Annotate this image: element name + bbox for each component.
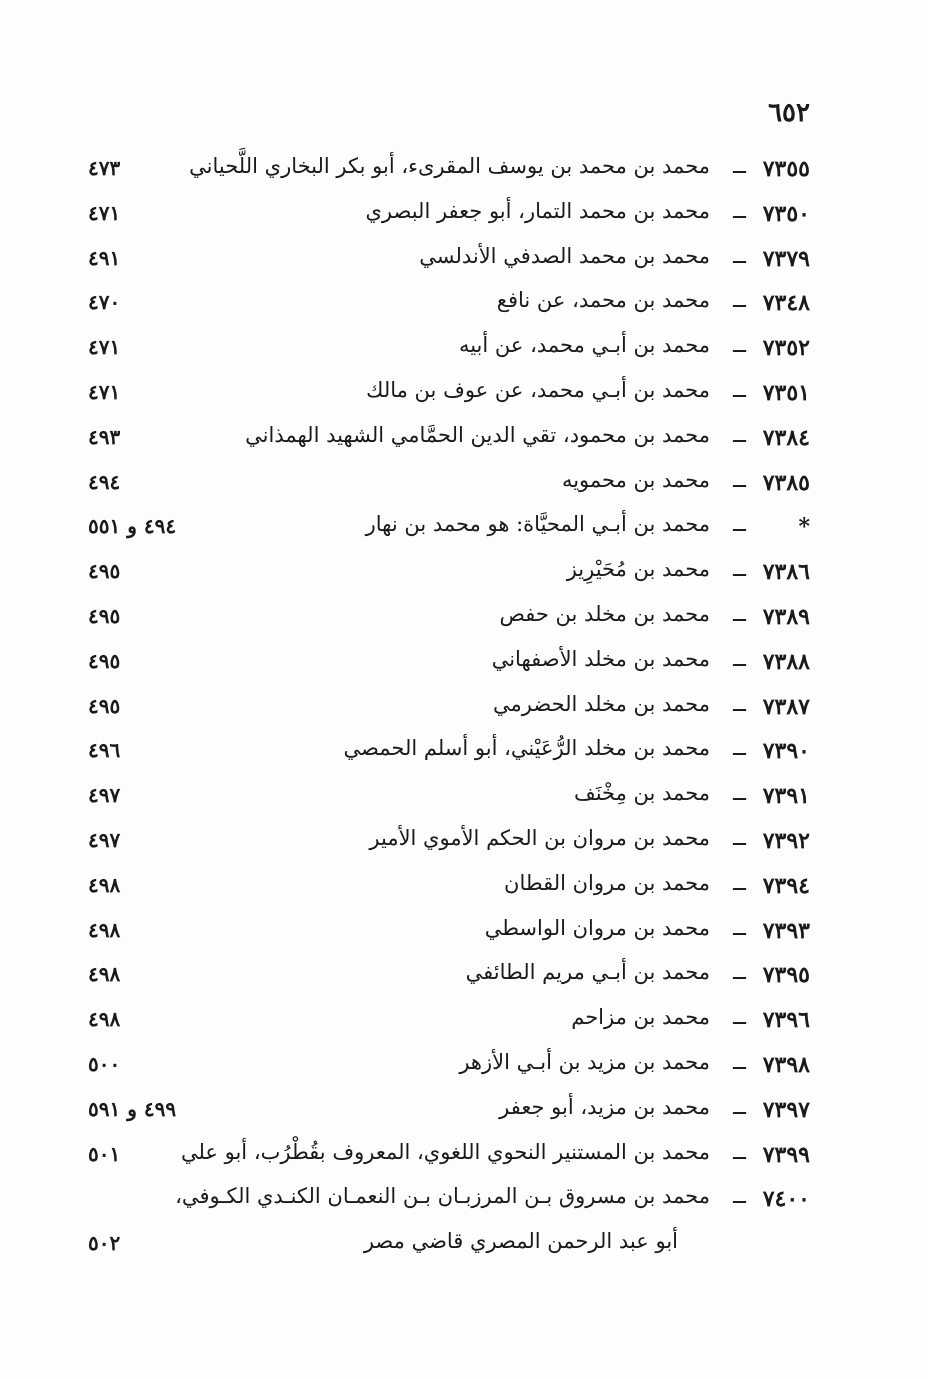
entry-name: محمد بن محمد التمار، أبو جعفر البصري [365, 198, 710, 223]
entry-name: محمد بن أبـي مريم الطائفي [465, 960, 710, 985]
entry-number: ٧٣٨٥ [762, 469, 810, 496]
entry-pages: ٤٧١ [88, 379, 121, 404]
index-entry [0, 910, 928, 955]
entry-dash: ــ [733, 333, 746, 359]
index-entry [0, 730, 928, 775]
index-entry [0, 148, 928, 193]
entry-number: ٧٤٠٠ [762, 1186, 810, 1213]
index-entry [0, 820, 928, 865]
entry-pages: ٤٩٧ [88, 783, 121, 808]
index-entry [0, 1089, 928, 1134]
entry-dash: ــ [733, 1005, 746, 1031]
entry-number: ٧٣٥٥ [762, 156, 810, 182]
entry-name: محمد بن أبـي المحيَّاة: هو محمد بن نهار [365, 512, 710, 537]
entry-dash: ــ [733, 1184, 746, 1210]
index-entry [0, 775, 928, 820]
entry-number: ٧٣٩٤ [762, 872, 810, 899]
entry-name: محمد بن مُحَيْرِيز [566, 557, 710, 582]
index-entry-continuation [0, 1223, 928, 1268]
entry-number: ٧٣٨٧ [762, 693, 810, 720]
entry-name: محمد بن أبـي محمد، عن أبيه [458, 333, 710, 358]
entry-name: محمد بن أبـي محمد، عن عوف بن مالك [366, 377, 710, 402]
index-entry [0, 551, 928, 596]
index-entry [0, 865, 928, 910]
entry-number: ٧٣٨٦ [762, 559, 810, 586]
entry-pages: ٤٩٨ [88, 962, 121, 987]
entry-dash: ــ [733, 781, 746, 807]
entry-name: محمد بن محمود، تقي الدين الحمَّامي الشهيد الهمذاني [245, 422, 710, 447]
entry-name: محمد بن محمد، عن نافع [496, 288, 710, 313]
entry-pages: ٤٩٥ [88, 648, 121, 673]
entry-dash: ــ [733, 243, 746, 269]
entry-pages: ٤٩٥ [88, 559, 121, 584]
index-entry [0, 1044, 928, 1089]
entry-pages: ٤٩٥ [88, 603, 121, 628]
index-entry [0, 999, 928, 1044]
entry-pages: ٤٩٤ و ٥٥١ [88, 514, 177, 539]
entry-pages: ٤٩٤ [88, 469, 121, 494]
entry-dash: ــ [733, 154, 746, 179]
index-entry [0, 686, 928, 731]
entry-name: محمد بن محمد بن يوسف المقرىء، أبو بكر البخاري اللَّحياني [189, 154, 710, 178]
entry-number: ٧٣٩٥ [762, 962, 810, 989]
entry-dash: ــ [733, 377, 746, 403]
entry-pages: ٥٠١ [88, 1141, 121, 1166]
entry-pages: ٤٩٩ و ٥٩١ [88, 1096, 177, 1121]
entry-dash: ــ [733, 915, 746, 941]
entry-pages: ٤٧١ [88, 200, 121, 225]
entry-number: ٧٣٥٠ [762, 200, 810, 227]
entry-dash: ــ [733, 422, 746, 448]
entry-dash: ــ [733, 512, 746, 538]
index-entries [0, 148, 928, 1268]
entry-pages: ٤٧٠ [88, 290, 121, 315]
entry-dash: ــ [733, 557, 746, 583]
entry-number: * [798, 514, 810, 541]
entry-number: ٧٣٩٣ [762, 917, 810, 944]
entry-pages: ٤٩٧ [88, 827, 121, 852]
entry-number: ٧٣٥١ [762, 379, 810, 406]
entry-number: ٧٣٩٠ [762, 738, 810, 765]
index-entry [0, 327, 928, 372]
entry-dash: ــ [733, 1094, 746, 1120]
entry-name: محمد بن محمد الصدفي الأندلسي [419, 243, 710, 268]
entry-dash: ــ [733, 467, 746, 493]
index-entry [0, 372, 928, 417]
entry-pages: ٥٠٠ [88, 1051, 121, 1076]
entry-name: محمد بن مزاحم [571, 1005, 710, 1030]
entry-dash: ــ [733, 870, 746, 896]
index-entry [0, 238, 928, 283]
entry-name: محمد بن مخلد بن حفص [499, 601, 710, 626]
index-entry [0, 1178, 928, 1223]
entry-pages: ٤٩٣ [88, 424, 121, 449]
entry-dash: ــ [733, 736, 746, 762]
entry-pages: ٤٩٨ [88, 917, 121, 942]
index-entry [0, 417, 928, 462]
entry-number: ٧٣٨٤ [762, 424, 810, 451]
entry-dash: ــ [733, 288, 746, 314]
entry-name: محمد بن مروان القطان [504, 870, 710, 895]
entry-dash: ــ [733, 601, 746, 627]
entry-name: محمد بن مروان بن الحكم الأموي الأمير [369, 825, 710, 850]
entry-dash: ــ [733, 646, 746, 672]
entry-name: محمد بن محمويه [561, 467, 710, 492]
entry-dash: ــ [733, 960, 746, 986]
entry-name: أبو عبد الرحمن المصري قاضي مصر [363, 1229, 678, 1254]
entry-number: ٧٣٨٩ [762, 603, 810, 630]
entry-dash: ــ [733, 1049, 746, 1075]
entry-number: ٧٣٩٧ [762, 1096, 810, 1123]
entry-name: محمد بن مسروق بـن المرزبـان بـن النعمـان الكنـدي الكـوفي، [175, 1184, 710, 1209]
index-entry [0, 596, 928, 641]
entry-dash: ــ [733, 825, 746, 851]
entry-number: ٧٣٥٢ [762, 335, 810, 362]
index-entry [0, 193, 928, 238]
index-entry [0, 506, 928, 551]
index-entry [0, 282, 928, 327]
entry-number: ٧٣٧٩ [762, 245, 810, 272]
entry-dash: ــ [733, 691, 746, 717]
index-entry [0, 462, 928, 507]
index-entry [0, 641, 928, 686]
entry-number: ٧٣٨٨ [762, 648, 810, 675]
entry-number: ٧٣٩٩ [762, 1141, 810, 1168]
index-entry [0, 954, 928, 999]
entry-name: محمد بن مخلد الحضرمي [493, 691, 710, 716]
entry-name: محمد بن مخلد الأصفهاني [491, 646, 710, 671]
entry-pages: ٤٩١ [88, 245, 121, 270]
entry-number: ٧٣٩١ [762, 783, 810, 810]
entry-name: محمد بن مِخْنَف [573, 781, 710, 806]
entry-name: محمد بن مروان الواسطي [484, 915, 710, 940]
entry-pages: ٤٩٦ [88, 738, 121, 763]
entry-name: محمد بن مزيد، أبو جعفر [499, 1094, 710, 1119]
index-entry [0, 1134, 928, 1179]
entry-dash: ــ [733, 198, 746, 224]
entry-number: ٧٣٤٨ [762, 290, 810, 317]
entry-pages: ٤٩٨ [88, 1007, 121, 1032]
entry-name: محمد بن مزيد بن أبـي الأزهر [459, 1049, 710, 1074]
entry-number: ٧٣٩٦ [762, 1007, 810, 1034]
entry-pages: ٤٧١ [88, 335, 121, 360]
entry-dash: ــ [733, 1139, 746, 1165]
entry-name: محمد بن المستنير النحوي اللغوي، المعروف بقُطْرُب، أبو علي [180, 1139, 710, 1164]
entry-name: محمد بن مخلد الرُّعَيْني، أبو أسلم الحمصي [343, 736, 710, 761]
entry-number: ٧٣٩٢ [762, 827, 810, 854]
entry-pages: ٤٧٣ [88, 156, 121, 180]
entry-number: ٧٣٩٨ [762, 1051, 810, 1078]
entry-pages: ٤٩٥ [88, 693, 121, 718]
entry-pages: ٥٠٢ [88, 1231, 121, 1256]
page-number: ٦٥٢ [768, 98, 810, 128]
entry-pages: ٤٩٨ [88, 872, 121, 897]
